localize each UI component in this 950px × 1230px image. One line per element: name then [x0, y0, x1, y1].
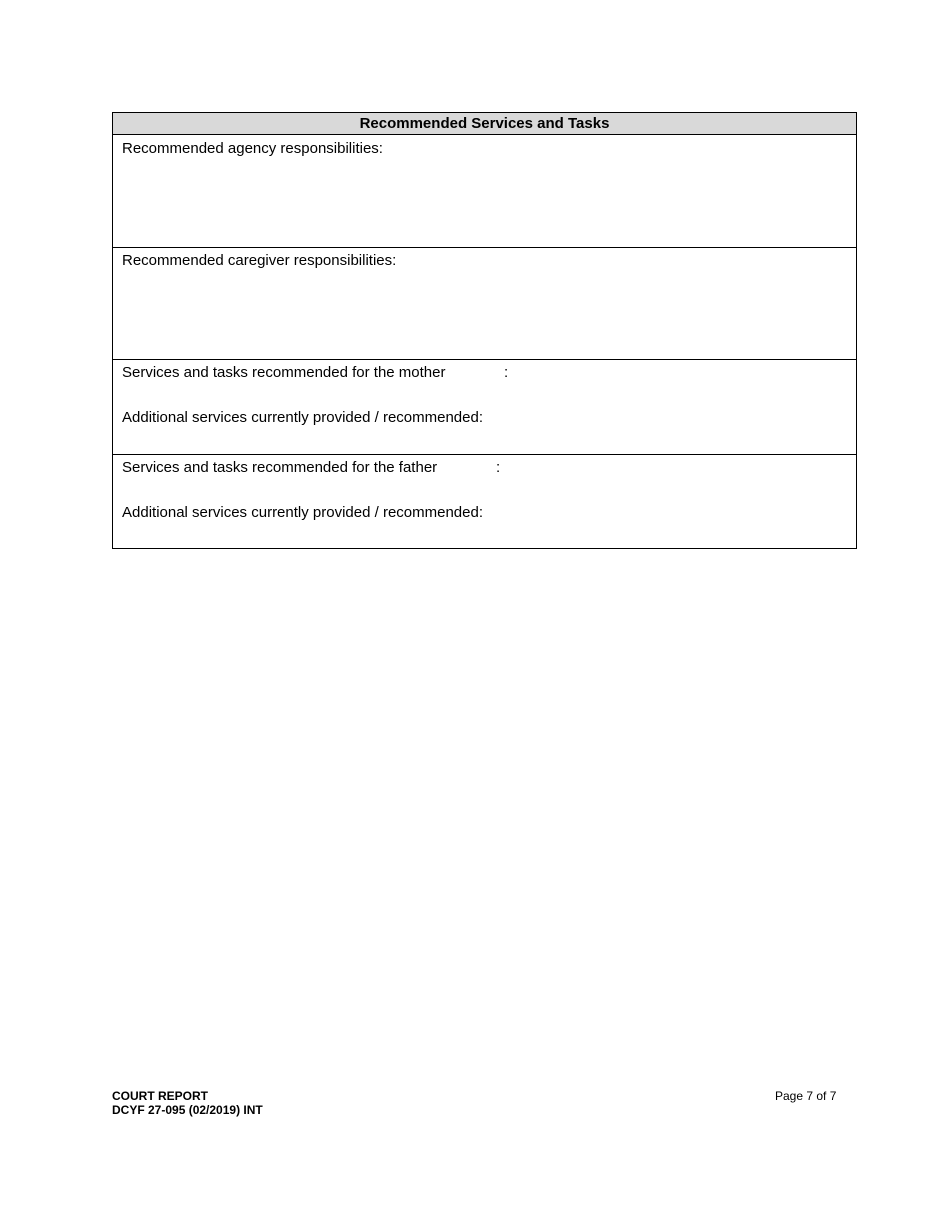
father-label: Services and tasks recommended for the father — [122, 459, 438, 476]
agency-label: Recommended agency responsibilities: — [122, 140, 383, 157]
recommended-services-table — [112, 112, 857, 549]
mother-additional-label: Additional services currently provided / recommended: — [122, 409, 484, 426]
caregiver-label: Recommended caregiver responsibilities: — [122, 252, 397, 269]
table-title: Recommended Services and Tasks — [113, 113, 856, 135]
page-number: Page 7 of 7 — [775, 1089, 837, 1103]
caregiver-row — [113, 248, 856, 360]
father-colon: : — [496, 459, 501, 476]
footer-left — [112, 1089, 263, 1117]
footer-form-number: DCYF 27-095 (02/2019) INT — [112, 1103, 263, 1117]
father-additional-label: Additional services currently provided / recommended: — [122, 504, 484, 521]
mother-label: Services and tasks recommended for the mother — [122, 364, 446, 381]
agency-row — [113, 135, 856, 248]
mother-row — [113, 360, 856, 455]
father-row — [113, 455, 856, 548]
mother-colon: : — [504, 364, 509, 381]
footer-title: COURT REPORT — [112, 1089, 208, 1103]
